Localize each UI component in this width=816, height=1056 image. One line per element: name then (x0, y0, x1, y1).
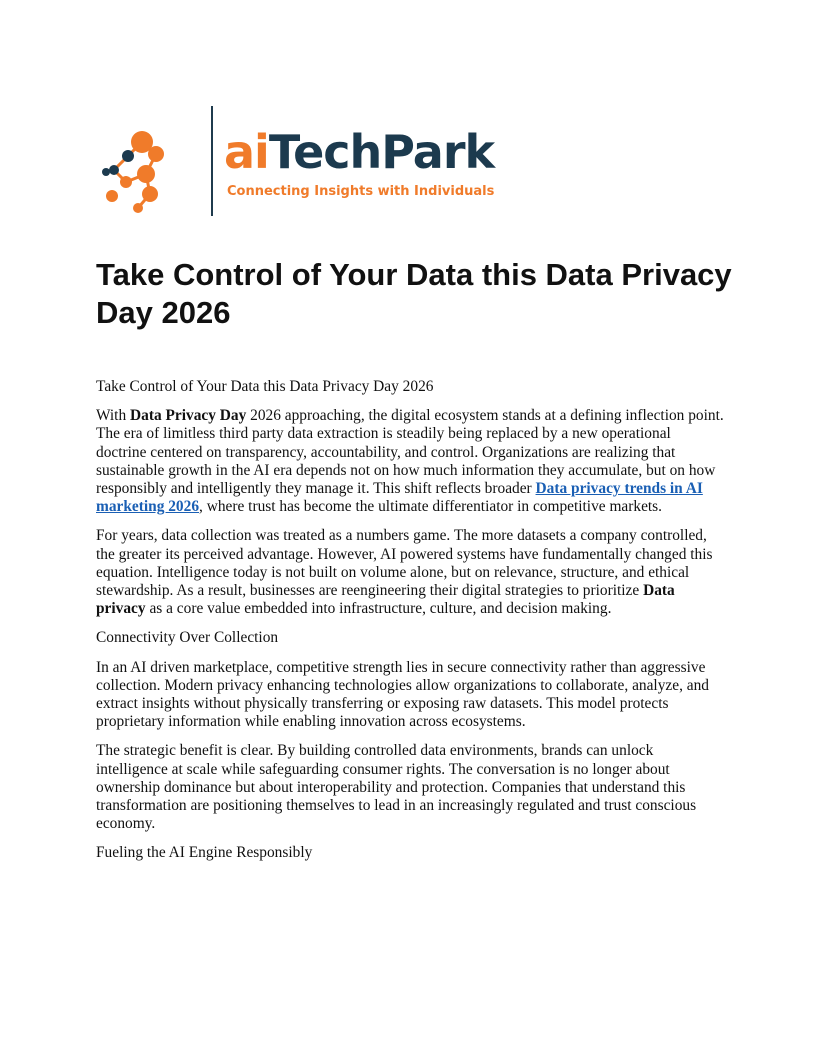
brand-name: aiTechPark (224, 125, 495, 179)
paragraph-strategic-benefit: The strategic benefit is clear. By building controlled data environments, brands can unlock intelligence at scale while safeguarding consumer rights. The conversation is no longer about ownership dominance but about interoperability and protection. Companies that understand this transformation are positioning themselves to lead in an increasingly regulated and trust conscious economy. (96, 742, 697, 833)
article-subtitle: Take Control of Your Data this Data Privacy Day 2026 (96, 378, 434, 395)
brand-tagline: Connecting Insights with Individuals (227, 184, 495, 199)
section-heading-connectivity: Connectivity Over Collection (96, 629, 279, 647)
molecule-logo-icon (98, 120, 168, 220)
bold-term: Data privacy (96, 582, 675, 618)
bold-term: Data Privacy Day (130, 407, 247, 425)
paragraph-numbers-game: For years, data collection was treated as a numbers game. The more datasets a company controlled, the greater its perceived advantage. However, AI powered systems have fundamentally changed this equation. Intelligence today is not built on volume alone, but on relevance, structure, and ethical stewardship. As a result, businesses are reengineering their digital strategies to prioritize Data privacy as a core value embedded into infrastructure, culture, and decision making. (96, 527, 713, 618)
section-heading-ai-engine: Fueling the AI Engine Responsibly (96, 844, 313, 862)
paragraph-intro: With Data Privacy Day 2026 approaching, the digital ecosystem stands at a defining inflection point. The era of limitless third party data extraction is steadily being replaced by a new operational doctrine centered on transparency, accountability, and control. Organizations are realizing that sustainable growth in the AI era depends not on how much information they accumulate, but on how responsibly and intelligently they manage it. This shift reflects broader Data privacy trends in AI marketing 2026, where trust has become the ultimate differentiator in competitive markets. (96, 407, 724, 516)
aitechpark-logo (98, 104, 538, 220)
logo-divider (211, 106, 213, 216)
article-body (96, 378, 724, 874)
data-privacy-trends-link[interactable]: Data privacy trends in AI marketing 2026 (96, 480, 703, 516)
article-title: Take Control of Your Data this Data Privacy Day 2026 (96, 257, 732, 330)
paragraph-connectivity: In an AI driven marketplace, competitive strength lies in secure connectivity rather than aggressive collection. Modern privacy enhancing technologies allow organizations to collaborate, analyze, and extract insights without physically transferring or exposing raw datasets. This model protects proprietary information while enabling innovation across ecosystems. (96, 658, 709, 731)
